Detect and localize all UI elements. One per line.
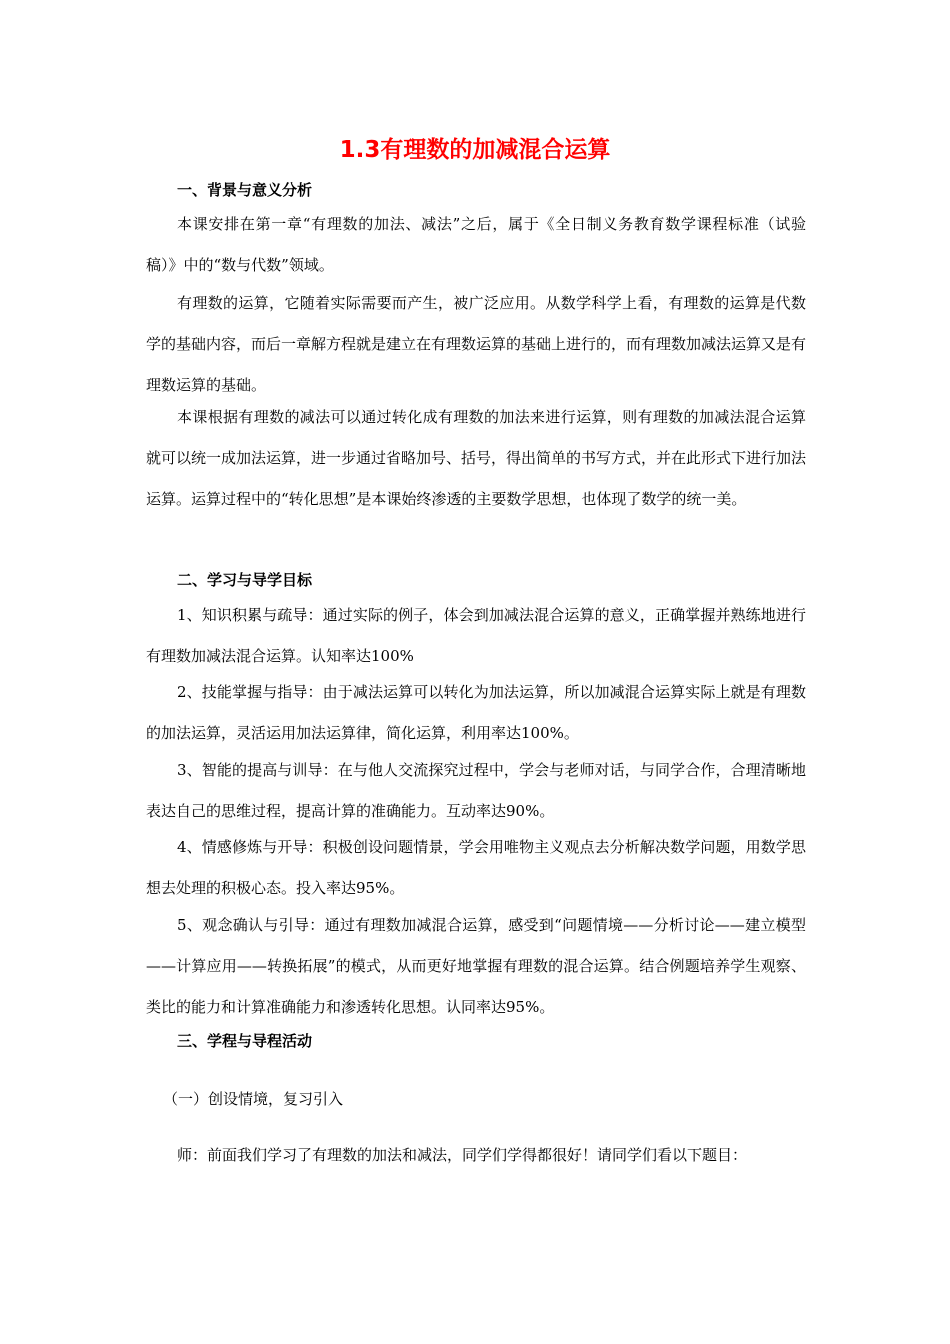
paragraph-background-3: 本课根据有理数的减法可以通过转化成有理数的加法来进行运算，则有理数的加减法混合运算就可以统一成加法运算，进一步通过省略加号、括号，得出简单的书写方式，并在此形式下进行加法运算。运算过程中的“转化思想”是本课始终渗透的主要数学思想，也体现了数学的统一美。 (146, 408, 807, 508)
document-title: 1.3有理数的加减混合运算 (339, 137, 611, 163)
objective-item-4: 4、情感修炼与开导：积极创设问题情景，学会用唯物主义观点去分析解决数学问题，用数学思想去处理的积极心态。投入率达95%。 (146, 838, 806, 897)
paragraph-background-2: 有理数的运算，它随着实际需要而产生，被广泛应用。从数学科学上看，有理数的运算是代数学的基础内容，而后一章解方程就是建立在有理数运算的基础上进行的，而有理数加减法运算又是有理数运算的基础。 (146, 294, 807, 394)
objective-item-1: 1、知识积累与疏导：通过实际的例子，体会到加减法混合运算的意义，正确掌握并熟练地进行有理数加减法混合运算。认知率达100% (146, 606, 806, 665)
objective-item-3: 3、智能的提高与训导：在与他人交流探究过程中，学会与老师对话，与同学合作，合理清晰地表达自己的思维过程，提高计算的准确能力。互动率达90%。 (146, 761, 806, 820)
objective-item-2: 2、技能掌握与指导：由于减法运算可以转化为加法运算，所以加减混合运算实际上就是有理数的加法运算，灵活运用加法运算律，简化运算，利用率达100%。 (146, 683, 806, 742)
section-heading-activities: 三、学程与导程活动 (177, 1032, 313, 1050)
teacher-dialogue: 师：前面我们学习了有理数的加法和减法，同学们学得都很好！请同学们看以下题目： (177, 1146, 748, 1164)
subsection-heading: （一）创设情境，复习引入 (163, 1090, 344, 1108)
paragraph-background-1: 本课安排在第一章“有理数的加法、减法”之后，属于《全日制义务教育数学课程标准（试验稿）》中的“数与代数”领域。 (146, 215, 806, 274)
section-heading-objectives: 二、学习与导学目标 (177, 571, 313, 589)
section-heading-background: 一、背景与意义分析 (177, 181, 313, 199)
objective-item-5: 5、观念确认与引导：通过有理数加减混合运算，感受到“问题情境——分析讨论——建立模型——计算应用——转换拓展”的模式，从而更好地掌握有理数的混合运算。结合例题培养学生观察、类比的能力和计算准确能力和渗透转化思想。认同率达95%。 (146, 916, 806, 1016)
